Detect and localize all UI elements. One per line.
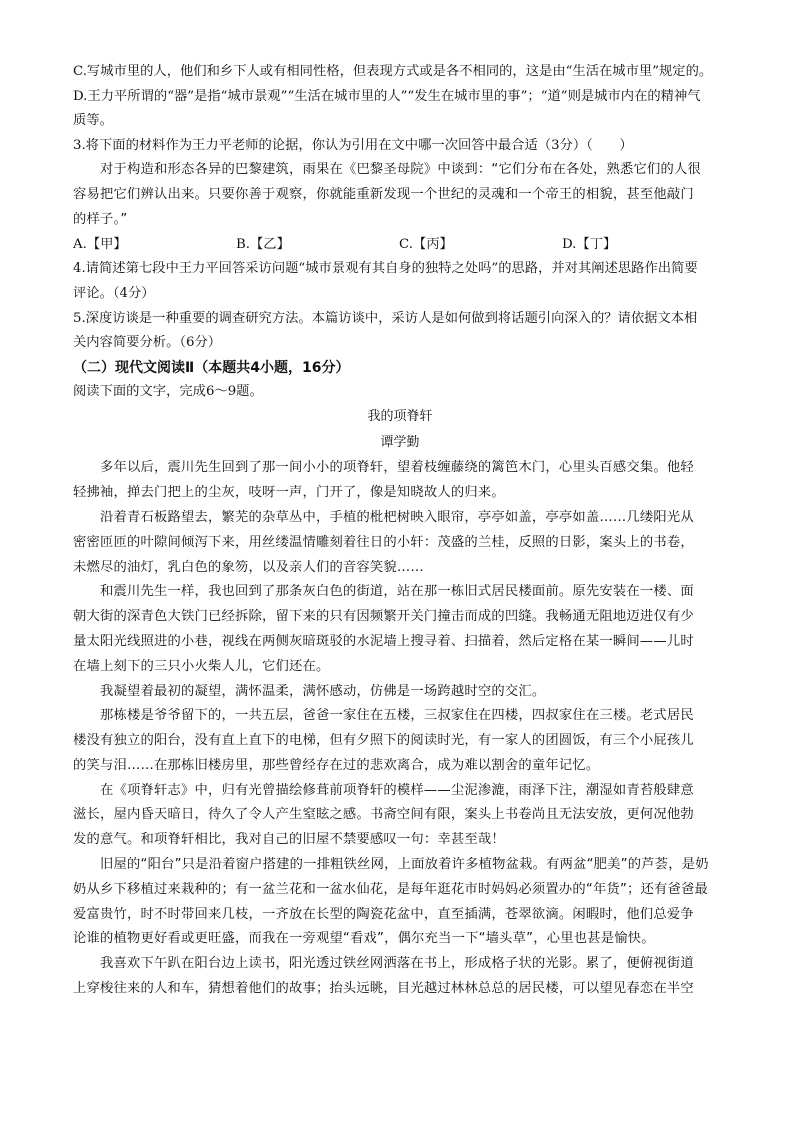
q3-option-c: C.【丙】 [399, 236, 453, 252]
article-line: 朝大街的深青色大铁门已经拆除，留下来的只有因频繁开关门撞击而成的凹缝。我畅通无阻地迈进仅有少 [73, 609, 694, 625]
q4-line1: 4.请简述第七段中王力平回答采访问题“城市景观有其自身的独特之处吗”的思路，并对其阐述思路作出简要 [73, 261, 698, 277]
section-instruction: 阅读下面的文字，完成6～9题。 [73, 383, 263, 399]
q5-line1: 5.深度访谈是一种重要的调查研究方法。本篇访谈中，采访人是如何做到将话题引向深入的？请依据文本相 [73, 310, 698, 326]
article-line: 未燃尽的油灯，乳白色的象笏，以及亲人们的音容笑貌…… [73, 559, 424, 575]
q3-material-line3: 的样子。” [73, 211, 128, 227]
article-line: 的笑与泪……在那栋旧楼房里，那些曾经存在过的悲欢离合，成为难以割舍的童年记忆。 [73, 757, 600, 773]
article-line: 沿着青石板路望去，繁芜的杂草丛中，手植的枇杷树映入眼帘，亭亭如盖，亭亭如盖……几缕阳光从 [100, 509, 694, 525]
article-line: 那栋楼是爷爷留下的，一共五层，爸爸一家住在五楼，三叔家住在四楼，四叔家住在三楼。老式居民 [100, 708, 694, 724]
article-line: 论谁的植物更好看或更旺盛，而我在一旁观望“看戏”，偶尔充当一下“墙头草”，心里也甚是愉快。 [73, 931, 655, 947]
article-line: 我凝望着最初的凝望，满怀温柔，满怀感动，仿佛是一场跨越时空的交汇。 [100, 683, 546, 699]
article-line: 旧屋的“阳台”只是沿着窗户搭建的一排粗铁丝网，上面放着许多植物盆栽。有两盆“肥美”的芦荟，是奶 [100, 857, 709, 873]
article-line: 滋长，屋内昏天暗日，待久了令人产生窒眩之感。书斋空间有限，案头上书卷尚且无法安放，更何况他勃 [73, 807, 694, 823]
q5-line2: 关内容简要分析。（6分） [73, 335, 222, 351]
article-line: 我喜欢下午趴在阳台边上读书，阳光透过铁丝网洒落在书上，形成格子状的光影。累了，便俯视街道 [100, 956, 694, 972]
article-line: 轻拂袖，掸去门把上的尘灰，吱呀一声，门开了，像是知晓故人的归来。 [73, 485, 505, 501]
q3-option-a: A.【甲】 [73, 236, 127, 252]
q3-options [73, 233, 727, 258]
article-body [73, 456, 727, 1002]
article-line: 多年以后，震川先生回到了那一间小小的项脊轩，望着枝缠藤绕的篱笆木门，心里头百感交集。他轻 [100, 460, 694, 476]
article-title: 我的项脊轩 [367, 409, 433, 425]
article-line: 发的意气。和项脊轩相比，我对自己的旧屋不禁要感叹一句：幸甚至哉！ [73, 832, 505, 848]
article-line: 密密匝匝的叶隙间倾泻下来，用丝缕温情雕刻着往日的小轩：茂盛的兰桂，反照的日影，案头上的书卷， [73, 534, 694, 550]
article-line: 上穿梭往来的人和车，猜想着他们的故事；抬头远眺，目光越过林林总总的居民楼，可以望见春恋在半空 [73, 981, 694, 997]
q3-material-line1: 对于构造和形态各异的巴黎建筑，雨果在《巴黎圣母院》中谈到：“它们分布在各处，熟悉它们的人很 [100, 162, 701, 178]
section-heading: （二）现代文阅读Ⅱ（本题共4小题，16分） [73, 359, 350, 376]
article-line: 爱富贵竹，时不时带回来几枝，一齐放在长型的陶瓷花盆中，直至插满，苍翠欲滴。闲暇时，他们总爱争 [73, 906, 694, 922]
article-line: 楼没有独立的阳台，没有直上直下的电梯，但有夕照下的阅读时光，有一家人的团圆饭，有三个小屁孩儿 [73, 733, 694, 749]
q3-stem: 3.将下面的材料作为王力平老师的论据，你认为引用在文中哪一次回答中最合适（3分）（ ） [73, 137, 633, 153]
q2-option-d-line1: D.王力平所谓的“器”是指“城市景观”“生活在城市里的人”“发生在城市里的事”；“道”则是城市内在的精神气 [73, 88, 701, 104]
article-line: 奶从乡下移植过来栽种的；有一盆兰花和一盆水仙花，是每年逛花市时妈妈必须置办的“年货”；还有爸爸最 [73, 881, 709, 897]
q2-option-c: C.写城市里的人，他们和乡下人或有相同性格，但表现方式或是各不相同的，这是由“生活在城市里”规定的。 [73, 64, 713, 79]
article-line: 和震川先生一样，我也回到了那条灰白色的街道，站在那一栋旧式居民楼面前。原先安装在一楼、面 [100, 584, 694, 600]
q3-option-d: D.【丁】 [562, 236, 617, 252]
article-line: 在《项脊轩志》中，归有光曾描绘修葺前项脊轩的模样——尘泥渗漉，雨泽下注，潮湿如青苔般肆意 [100, 782, 694, 798]
article-author: 谭学勤 [380, 435, 420, 451]
q3-option-b: B.【乙】 [236, 236, 290, 252]
article-line: 量太阳光线照进的小巷，视线在两侧灰暗斑驳的水泥墙上搜寻着、扫描着，然后定格在某一瞬间——儿时 [73, 633, 694, 649]
q3-material-line2: 容易把它们辨认出来。只要你善于观察，你就能重新发现一个世纪的灵魂和一个帝王的相貌，甚至他敲门 [73, 187, 694, 203]
exam-page [73, 60, 727, 1002]
q2-option-d-line2: 质等。 [73, 113, 113, 129]
article-line: 在墙上刻下的三只小火柴人儿，它们还在。 [73, 658, 330, 674]
q4-line2: 评论。（4分） [73, 285, 155, 301]
